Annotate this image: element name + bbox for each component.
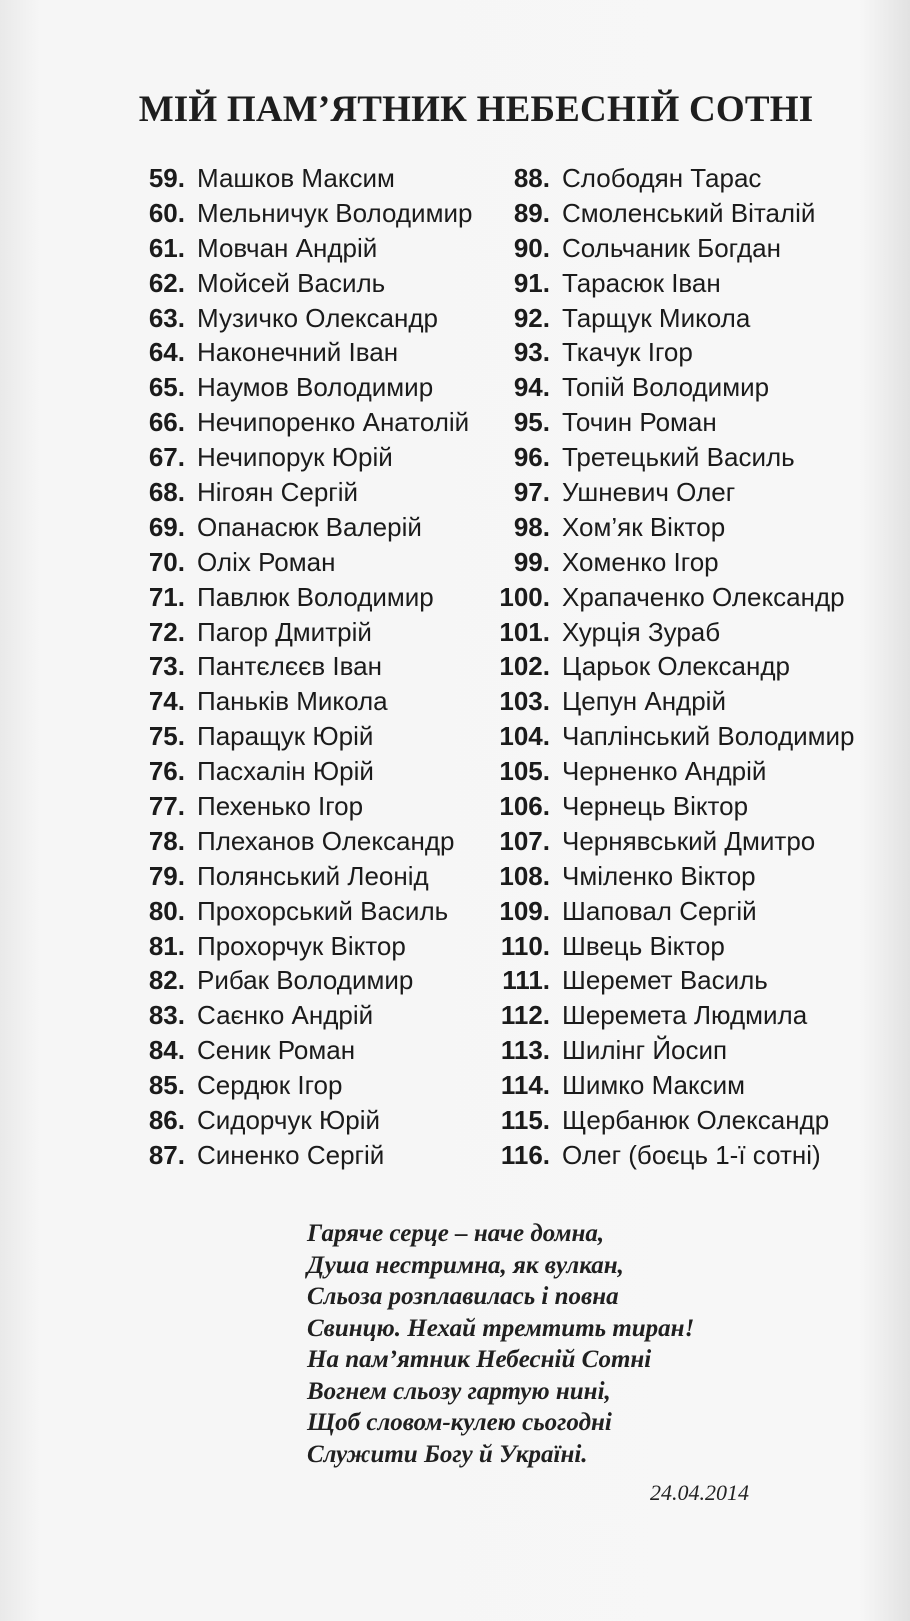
list-item [496, 266, 855, 301]
list-item-name: Хом’як Віктор [562, 511, 726, 542]
list-item-number: 98. [513, 511, 550, 542]
list-item-number: 63. [148, 302, 185, 333]
list-item-name: Чернець Віктор [562, 791, 749, 822]
list-item-name: Шеремета Людмила [562, 1000, 808, 1031]
list-item-name: Щербанюк Олександр [562, 1105, 830, 1136]
list-item [496, 510, 855, 545]
list-item-name: Шаповал Сергій [562, 895, 757, 926]
list-item-name: Нечипорук Юрій [197, 442, 393, 473]
list-item-name: Смоленський Віталій [562, 197, 816, 228]
list-item [496, 405, 855, 440]
list-item-name: Хоменко Ігор [562, 546, 719, 577]
list-item-number: 110. [500, 930, 550, 961]
list-item-name: Прохорчук Віктор [197, 930, 406, 961]
list-item-number: 111. [502, 965, 550, 996]
list-item-number: 62. [148, 267, 185, 298]
list-item-number: 72. [148, 616, 185, 647]
list-item [496, 231, 855, 266]
list-item-number: 97. [513, 477, 550, 508]
list-item-name: Сеник Роман [197, 1035, 356, 1066]
list-item-name: Точин Роман [562, 407, 717, 438]
list-item-name: Мовчан Андрій [197, 232, 378, 263]
list-item-name: Храпаченко Олександр [562, 581, 845, 612]
list-item-number: 106. [499, 791, 550, 822]
list-item [138, 266, 472, 301]
list-item [496, 1033, 855, 1068]
list-item [138, 754, 472, 789]
list-item-name: Наумов Володимир [197, 372, 434, 403]
list-item-name: Ткачук Ігор [562, 337, 693, 368]
list-item-number: 65. [148, 372, 185, 403]
list-item-name: Паращук Юрій [197, 721, 374, 752]
names-column-left [138, 161, 472, 1173]
page-title: МІЙ ПАМ’ЯТНИК НЕБЕСНІЙ СОТНІ [138, 89, 814, 130]
list-item-name: Третецький Василь [562, 442, 795, 473]
list-item [496, 789, 855, 824]
list-item [496, 475, 855, 510]
list-item [138, 475, 472, 510]
list-item-name: Оліх Роман [197, 546, 336, 577]
list-item-number: 90. [513, 232, 550, 263]
list-item-name: Прохорський Василь [197, 895, 449, 926]
list-item [496, 440, 855, 475]
list-item-name: Полянський Леонід [197, 860, 429, 891]
list-item-number: 99. [513, 546, 550, 577]
list-item-name: Тарщук Микола [562, 302, 751, 333]
list-item-number: 91. [513, 267, 550, 298]
list-item-number: 96. [513, 442, 550, 473]
list-item [138, 405, 472, 440]
list-item-name: Слободян Тарас [562, 163, 762, 193]
list-item [138, 580, 472, 615]
list-item-number: 116. [500, 1139, 550, 1170]
list-item [496, 580, 855, 615]
list-item-number: 114. [500, 1070, 550, 1101]
list-item-name: Шимко Максим [562, 1070, 746, 1101]
poem-date: 24.04.2014 [650, 1480, 749, 1505]
list-item-number: 84. [148, 1035, 185, 1066]
list-item-number: 83. [148, 1000, 185, 1031]
poem-line: Свинцю. Нехай тремтить тиран! [307, 1314, 695, 1342]
list-item-number: 88. [513, 163, 550, 193]
list-item-number: 103. [499, 686, 550, 717]
list-item-number: 95. [513, 407, 550, 438]
list-item-number: 66. [148, 407, 185, 438]
list-item-number: 108. [499, 860, 550, 891]
list-item-name: Швець Віктор [562, 930, 725, 961]
list-item [496, 719, 855, 754]
list-item [138, 1138, 472, 1173]
list-item [138, 615, 472, 650]
poem-line: Сльоза розплавилась і повна [307, 1283, 619, 1310]
list-item-number: 102. [499, 651, 550, 682]
list-item-name: Ушневич Олег [562, 477, 736, 508]
list-item-name: Пагор Дмитрій [197, 616, 372, 647]
list-item [138, 649, 472, 684]
list-item-name: Цепун Андрій [562, 686, 726, 717]
poem-line: Душа нестримна, як вулкан, [307, 1251, 624, 1279]
list-item [496, 370, 855, 405]
list-item [496, 301, 855, 336]
list-item [496, 649, 855, 684]
list-item-name: Пантєлєєв Іван [197, 651, 382, 682]
list-item-name: Паньків Микола [197, 686, 388, 717]
list-item-number: 64. [148, 337, 185, 368]
list-item-number: 89. [513, 197, 550, 228]
list-item-name: Чаплінський Володимир [562, 721, 855, 752]
list-item-name: Сердюк Ігор [197, 1070, 343, 1101]
list-item [138, 929, 472, 964]
list-item-number: 69. [148, 511, 185, 542]
poem-line: Гаряче серце – наче домна, [307, 1220, 605, 1247]
list-item [496, 161, 855, 196]
list-item-name: Опанасюк Валерій [197, 511, 422, 542]
list-item [138, 545, 472, 580]
list-item-number: 59. [148, 163, 185, 193]
list-item [138, 789, 472, 824]
list-item-number: 113. [500, 1035, 550, 1066]
list-item [496, 615, 855, 650]
list-item [138, 440, 472, 475]
list-item-number: 104. [499, 721, 550, 752]
list-item-name: Сольчаник Богдан [562, 232, 781, 263]
list-item [496, 963, 855, 998]
list-item-name: Нечипоренко Анатолій [197, 407, 470, 438]
list-item-name: Синенко Сергій [197, 1139, 385, 1170]
list-item [496, 684, 855, 719]
list-item-name: Сидорчук Юрій [197, 1105, 380, 1136]
list-item-name: Нігоян Сергій [197, 477, 359, 508]
list-item-number: 93. [513, 337, 550, 368]
list-item [138, 301, 472, 336]
list-item [496, 859, 855, 894]
list-item-number: 100. [499, 581, 550, 612]
list-item-number: 67. [148, 442, 185, 473]
list-item [138, 824, 472, 859]
poem-line: Щоб словом-кулею сьогодні [307, 1409, 612, 1436]
list-item-name: Павлюк Володимир [197, 581, 434, 612]
list-item [496, 1103, 855, 1138]
list-item-number: 86. [148, 1105, 185, 1136]
list-item [138, 370, 472, 405]
list-item-number: 115. [500, 1105, 550, 1136]
list-item [496, 929, 855, 964]
list-item-name: Шеремет Василь [562, 965, 768, 996]
list-item-number: 107. [499, 825, 550, 856]
list-item-name: Чернявський Дмитро [562, 825, 816, 856]
list-item-name: Шилінг Йосип [562, 1035, 728, 1066]
list-item-name: Олег (боєць 1-ї сотні) [562, 1139, 821, 1170]
list-item [138, 335, 472, 370]
poem-line: Вогнем сльозу гартую нині, [307, 1377, 611, 1405]
list-item [138, 231, 472, 266]
list-item-number: 77. [148, 791, 185, 822]
list-item-number: 79. [148, 860, 185, 891]
list-item-name: Мельничук Володимир [197, 197, 473, 228]
list-item-name: Хурція Зураб [562, 616, 721, 647]
list-item-number: 109. [499, 895, 550, 926]
list-item [138, 998, 472, 1033]
list-item-name: Черненко Андрій [562, 756, 767, 787]
list-item-number: 87. [148, 1139, 185, 1170]
list-item-name: Наконечний Іван [197, 337, 399, 368]
list-item-name: Тарасюк Іван [562, 267, 721, 298]
list-item-number: 61. [148, 232, 185, 263]
list-item-number: 105. [499, 756, 550, 787]
list-item [138, 1033, 472, 1068]
list-item [496, 1068, 855, 1103]
list-item [496, 894, 855, 929]
list-item [138, 1068, 472, 1103]
list-item-number: 73. [148, 651, 185, 682]
names-column-right [496, 161, 855, 1173]
list-item-number: 70. [148, 546, 185, 577]
list-item-name: Топій Володимир [562, 372, 770, 403]
list-item [138, 1103, 472, 1138]
list-item-name: Чміленко Віктор [562, 860, 756, 891]
list-item-number: 101. [499, 616, 550, 647]
list-item [496, 545, 855, 580]
list-item [138, 963, 472, 998]
list-item-number: 80. [148, 895, 185, 926]
list-item-name: Музичко Олександр [197, 302, 438, 333]
list-item [138, 196, 472, 231]
list-item [138, 161, 472, 196]
list-item [138, 510, 472, 545]
list-item-name: Рибак Володимир [197, 965, 414, 996]
list-item [496, 196, 855, 231]
poem [307, 1218, 694, 1470]
list-item-number: 92. [513, 302, 550, 333]
list-item-number: 75. [148, 721, 185, 752]
list-item [138, 719, 472, 754]
list-item [138, 859, 472, 894]
list-item-number: 68. [148, 477, 185, 508]
list-item-name: Машков Максим [197, 163, 395, 193]
list-item-name: Царьок Олександр [562, 651, 791, 682]
list-item [496, 824, 855, 859]
list-item-number: 81. [148, 930, 185, 961]
poem-line: На пам’ятник Небесній Сотні [307, 1346, 652, 1373]
list-item-number: 76. [148, 756, 185, 787]
list-item-number: 74. [148, 686, 185, 717]
list-item [496, 998, 855, 1033]
list-item-number: 82. [148, 965, 185, 996]
list-item-name: Пехенько Ігор [197, 791, 364, 822]
list-item-name: Саєнко Андрій [197, 1000, 374, 1031]
list-item-name: Пасхалін Юрій [197, 756, 374, 787]
list-item-number: 112. [500, 1000, 550, 1031]
list-item [138, 894, 472, 929]
list-item [496, 754, 855, 789]
list-item-name: Мойсей Василь [197, 267, 386, 298]
list-item [496, 335, 855, 370]
list-item-number: 71. [148, 581, 185, 612]
list-item [138, 684, 472, 719]
poem-line: Служити Богу й Україні. [307, 1440, 588, 1468]
list-item-name: Плеханов Олександр [197, 825, 455, 856]
list-item [496, 1138, 855, 1173]
list-item-number: 94. [513, 372, 550, 403]
list-item-number: 85. [148, 1070, 185, 1101]
list-item-number: 60. [148, 197, 185, 228]
list-item-number: 78. [148, 825, 185, 856]
